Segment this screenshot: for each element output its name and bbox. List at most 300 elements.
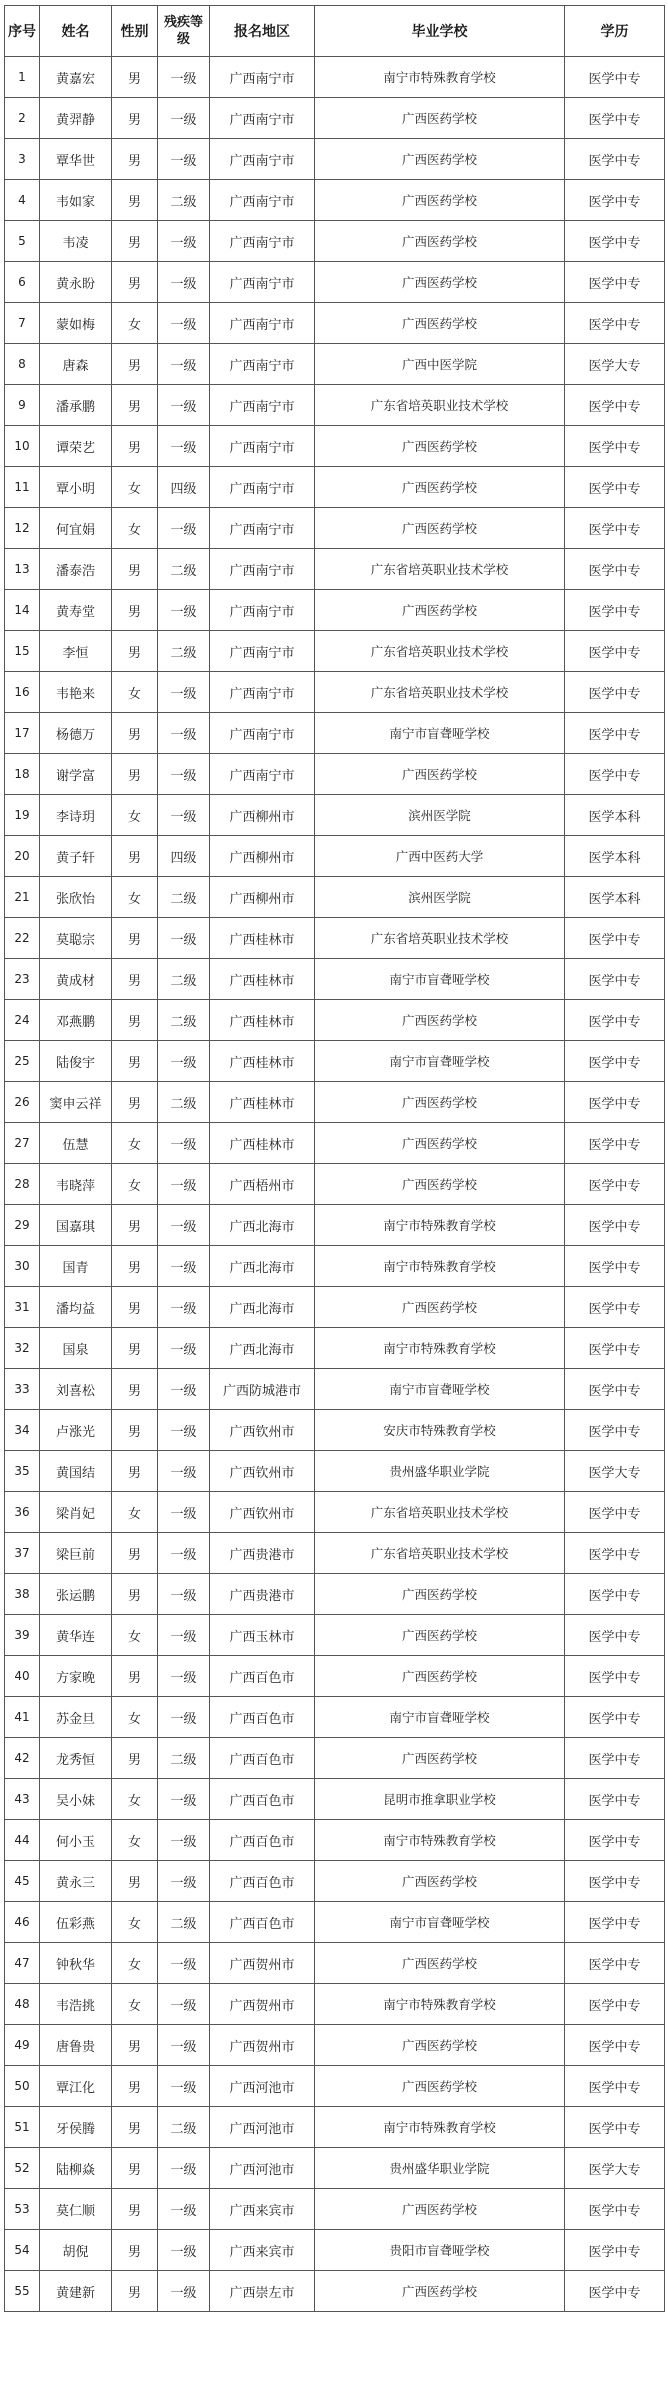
- cell-region: 广西南宁市: [210, 713, 315, 754]
- cell-name: 吴小妹: [40, 1779, 112, 1820]
- cell-gender: 女: [112, 1943, 158, 1984]
- cell-gender: 男: [112, 1246, 158, 1287]
- cell-region: 广西贺州市: [210, 1984, 315, 2025]
- table-row: [5, 262, 665, 303]
- cell-no: 22: [5, 918, 40, 959]
- cell-no: 19: [5, 795, 40, 836]
- cell-disability-level: 一级: [158, 672, 210, 713]
- cell-gender: 男: [112, 385, 158, 426]
- cell-gender: 男: [112, 754, 158, 795]
- cell-gender: 男: [112, 2025, 158, 2066]
- cell-education: 医学中专: [565, 1205, 665, 1246]
- cell-disability-level: 一级: [158, 344, 210, 385]
- cell-no: 40: [5, 1656, 40, 1697]
- table-row: [5, 2107, 665, 2148]
- table-row: [5, 1000, 665, 1041]
- table-row: [5, 590, 665, 631]
- cell-school: 广西医药学校: [315, 180, 565, 221]
- cell-disability-level: 一级: [158, 508, 210, 549]
- cell-disability-level: 一级: [158, 2189, 210, 2230]
- cell-education: 医学中专: [565, 631, 665, 672]
- table-row: [5, 1902, 665, 1943]
- cell-education: 医学本科: [565, 795, 665, 836]
- cell-gender: 男: [112, 426, 158, 467]
- cell-gender: 男: [112, 1574, 158, 1615]
- table-row: [5, 2148, 665, 2189]
- cell-school: 广东省培英职业技术学校: [315, 385, 565, 426]
- cell-school: 南宁市特殊教育学校: [315, 57, 565, 98]
- cell-gender: 女: [112, 795, 158, 836]
- cell-education: 医学中专: [565, 1615, 665, 1656]
- roster-container: [4, 5, 664, 2312]
- cell-school: 广西医药学校: [315, 426, 565, 467]
- cell-gender: 男: [112, 98, 158, 139]
- cell-school: 广西医药学校: [315, 139, 565, 180]
- cell-education: 医学中专: [565, 1656, 665, 1697]
- cell-gender: 男: [112, 344, 158, 385]
- cell-gender: 女: [112, 1123, 158, 1164]
- cell-school: 广西医药学校: [315, 508, 565, 549]
- cell-gender: 女: [112, 1820, 158, 1861]
- cell-disability-level: 一级: [158, 1041, 210, 1082]
- cell-gender: 男: [112, 2230, 158, 2271]
- cell-name: 蒙如梅: [40, 303, 112, 344]
- cell-region: 广西南宁市: [210, 344, 315, 385]
- cell-education: 医学大专: [565, 344, 665, 385]
- table-row: [5, 508, 665, 549]
- cell-school: 安庆市特殊教育学校: [315, 1410, 565, 1451]
- cell-region: 广西百色市: [210, 1656, 315, 1697]
- cell-no: 44: [5, 1820, 40, 1861]
- cell-education: 医学中专: [565, 262, 665, 303]
- cell-name: 陆俊宇: [40, 1041, 112, 1082]
- cell-name: 苏金旦: [40, 1697, 112, 1738]
- cell-disability-level: 一级: [158, 139, 210, 180]
- cell-gender: 女: [112, 508, 158, 549]
- table-row: [5, 1533, 665, 1574]
- cell-education: 医学中专: [565, 1943, 665, 1984]
- cell-gender: 女: [112, 877, 158, 918]
- cell-disability-level: 二级: [158, 631, 210, 672]
- cell-name: 唐森: [40, 344, 112, 385]
- cell-school: 广西医药学校: [315, 1082, 565, 1123]
- cell-education: 医学中专: [565, 57, 665, 98]
- cell-education: 医学中专: [565, 1123, 665, 1164]
- cell-region: 广西南宁市: [210, 631, 315, 672]
- cell-disability-level: 一级: [158, 918, 210, 959]
- cell-name: 梁巨前: [40, 1533, 112, 1574]
- cell-no: 1: [5, 57, 40, 98]
- cell-no: 20: [5, 836, 40, 877]
- cell-name: 谢学富: [40, 754, 112, 795]
- cell-education: 医学中专: [565, 467, 665, 508]
- table-row: [5, 631, 665, 672]
- cell-gender: 男: [112, 262, 158, 303]
- cell-gender: 女: [112, 1779, 158, 1820]
- cell-region: 广西河池市: [210, 2066, 315, 2107]
- cell-region: 广西崇左市: [210, 2271, 315, 2312]
- cell-education: 医学中专: [565, 1082, 665, 1123]
- cell-education: 医学中专: [565, 713, 665, 754]
- cell-school: 南宁市特殊教育学校: [315, 2107, 565, 2148]
- cell-no: 50: [5, 2066, 40, 2107]
- table-row: [5, 918, 665, 959]
- cell-disability-level: 一级: [158, 1246, 210, 1287]
- cell-education: 医学中专: [565, 303, 665, 344]
- cell-no: 47: [5, 1943, 40, 1984]
- table-row: [5, 1205, 665, 1246]
- cell-region: 广西钦州市: [210, 1451, 315, 1492]
- cell-gender: 男: [112, 1533, 158, 1574]
- cell-region: 广西钦州市: [210, 1410, 315, 1451]
- table-row: [5, 1082, 665, 1123]
- cell-no: 32: [5, 1328, 40, 1369]
- cell-name: 莫仁顺: [40, 2189, 112, 2230]
- cell-no: 35: [5, 1451, 40, 1492]
- cell-region: 广西北海市: [210, 1287, 315, 1328]
- cell-region: 广西南宁市: [210, 467, 315, 508]
- cell-school: 广西中医药大学: [315, 836, 565, 877]
- cell-region: 广西玉林市: [210, 1615, 315, 1656]
- cell-school: 南宁市盲聋哑学校: [315, 713, 565, 754]
- cell-no: 51: [5, 2107, 40, 2148]
- cell-no: 18: [5, 754, 40, 795]
- cell-school: 广西医药学校: [315, 262, 565, 303]
- cell-gender: 男: [112, 57, 158, 98]
- cell-education: 医学中专: [565, 385, 665, 426]
- cell-education: 医学中专: [565, 2189, 665, 2230]
- table-header: [5, 6, 665, 57]
- cell-disability-level: 一级: [158, 1328, 210, 1369]
- cell-disability-level: 一级: [158, 1123, 210, 1164]
- cell-education: 医学中专: [565, 2066, 665, 2107]
- cell-disability-level: 二级: [158, 877, 210, 918]
- cell-region: 广西贵港市: [210, 1574, 315, 1615]
- cell-region: 广西柳州市: [210, 795, 315, 836]
- cell-education: 医学中专: [565, 549, 665, 590]
- table-row: [5, 1123, 665, 1164]
- cell-region: 广西北海市: [210, 1205, 315, 1246]
- cell-region: 广西柳州市: [210, 877, 315, 918]
- cell-region: 广西南宁市: [210, 508, 315, 549]
- cell-education: 医学中专: [565, 1779, 665, 1820]
- cell-disability-level: 二级: [158, 549, 210, 590]
- cell-name: 韦晓萍: [40, 1164, 112, 1205]
- cell-disability-level: 四级: [158, 467, 210, 508]
- cell-region: 广西百色市: [210, 1779, 315, 1820]
- cell-school: 广西医药学校: [315, 1287, 565, 1328]
- cell-name: 黄子轩: [40, 836, 112, 877]
- table-row: [5, 2271, 665, 2312]
- table-row: [5, 1041, 665, 1082]
- cell-education: 医学本科: [565, 877, 665, 918]
- cell-region: 广西贺州市: [210, 2025, 315, 2066]
- cell-region: 广西钦州市: [210, 1492, 315, 1533]
- cell-disability-level: 一级: [158, 1779, 210, 1820]
- cell-no: 52: [5, 2148, 40, 2189]
- cell-name: 何宜娟: [40, 508, 112, 549]
- cell-disability-level: 一级: [158, 1820, 210, 1861]
- cell-school: 南宁市盲聋哑学校: [315, 1902, 565, 1943]
- table-row: [5, 1451, 665, 1492]
- cell-region: 广西柳州市: [210, 836, 315, 877]
- cell-school: 广西中医学院: [315, 344, 565, 385]
- cell-name: 国青: [40, 1246, 112, 1287]
- cell-school: 南宁市盲聋哑学校: [315, 1041, 565, 1082]
- cell-school: 广西医药学校: [315, 1861, 565, 1902]
- table-row: [5, 1984, 665, 2025]
- table-row: [5, 303, 665, 344]
- cell-education: 医学本科: [565, 836, 665, 877]
- cell-no: 13: [5, 549, 40, 590]
- cell-no: 5: [5, 221, 40, 262]
- cell-school: 南宁市特殊教育学校: [315, 1205, 565, 1246]
- cell-disability-level: 一级: [158, 1943, 210, 1984]
- cell-no: 3: [5, 139, 40, 180]
- cell-region: 广西百色市: [210, 1902, 315, 1943]
- header-education: 学历: [565, 6, 665, 57]
- table-row: [5, 1369, 665, 1410]
- cell-name: 黄永三: [40, 1861, 112, 1902]
- cell-no: 30: [5, 1246, 40, 1287]
- table-row: [5, 1861, 665, 1902]
- cell-education: 医学大专: [565, 1451, 665, 1492]
- cell-gender: 女: [112, 303, 158, 344]
- cell-education: 医学中专: [565, 1574, 665, 1615]
- cell-gender: 男: [112, 631, 158, 672]
- cell-region: 广西梧州市: [210, 1164, 315, 1205]
- cell-name: 黄永盼: [40, 262, 112, 303]
- cell-school: 广西医药学校: [315, 1123, 565, 1164]
- cell-region: 广西防城港市: [210, 1369, 315, 1410]
- cell-no: 45: [5, 1861, 40, 1902]
- cell-name: 邓燕鹏: [40, 1000, 112, 1041]
- table-row: [5, 2025, 665, 2066]
- cell-education: 医学中专: [565, 1492, 665, 1533]
- table-row: [5, 1697, 665, 1738]
- cell-gender: 男: [112, 2189, 158, 2230]
- cell-no: 21: [5, 877, 40, 918]
- cell-disability-level: 一级: [158, 1410, 210, 1451]
- cell-name: 黄寿堂: [40, 590, 112, 631]
- cell-name: 覃华世: [40, 139, 112, 180]
- cell-no: 23: [5, 959, 40, 1000]
- cell-region: 广西南宁市: [210, 262, 315, 303]
- cell-region: 广西南宁市: [210, 139, 315, 180]
- cell-school: 广东省培英职业技术学校: [315, 631, 565, 672]
- cell-gender: 男: [112, 1861, 158, 1902]
- cell-name: 伍慧: [40, 1123, 112, 1164]
- cell-region: 广西桂林市: [210, 1123, 315, 1164]
- cell-no: 26: [5, 1082, 40, 1123]
- cell-name: 梁肖妃: [40, 1492, 112, 1533]
- cell-name: 卢涨光: [40, 1410, 112, 1451]
- table-row: [5, 795, 665, 836]
- cell-gender: 女: [112, 467, 158, 508]
- cell-disability-level: 一级: [158, 385, 210, 426]
- cell-region: 广西百色市: [210, 1820, 315, 1861]
- cell-education: 医学中专: [565, 1861, 665, 1902]
- cell-no: 6: [5, 262, 40, 303]
- cell-disability-level: 一级: [158, 1369, 210, 1410]
- cell-school: 广西医药学校: [315, 1574, 565, 1615]
- cell-school: 贵州盛华职业学院: [315, 1451, 565, 1492]
- cell-education: 医学中专: [565, 426, 665, 467]
- cell-education: 医学中专: [565, 1697, 665, 1738]
- cell-region: 广西南宁市: [210, 754, 315, 795]
- cell-no: 14: [5, 590, 40, 631]
- table-row: [5, 549, 665, 590]
- cell-gender: 男: [112, 1041, 158, 1082]
- cell-education: 医学中专: [565, 1902, 665, 1943]
- cell-name: 龙秀恒: [40, 1738, 112, 1779]
- cell-school: 广东省培英职业技术学校: [315, 549, 565, 590]
- cell-gender: 男: [112, 918, 158, 959]
- cell-name: 胡倪: [40, 2230, 112, 2271]
- cell-education: 医学中专: [565, 1410, 665, 1451]
- cell-gender: 男: [112, 1287, 158, 1328]
- cell-name: 韦艳来: [40, 672, 112, 713]
- header-no: 序号: [5, 6, 40, 57]
- cell-disability-level: 一级: [158, 57, 210, 98]
- cell-region: 广西河池市: [210, 2148, 315, 2189]
- table-row: [5, 180, 665, 221]
- cell-gender: 男: [112, 1082, 158, 1123]
- cell-gender: 男: [112, 1328, 158, 1369]
- cell-gender: 男: [112, 836, 158, 877]
- cell-school: 广东省培英职业技术学校: [315, 1492, 565, 1533]
- cell-education: 医学中专: [565, 672, 665, 713]
- cell-name: 黄成材: [40, 959, 112, 1000]
- cell-no: 33: [5, 1369, 40, 1410]
- cell-education: 医学中专: [565, 1984, 665, 2025]
- cell-disability-level: 一级: [158, 1451, 210, 1492]
- cell-name: 韦凌: [40, 221, 112, 262]
- cell-no: 15: [5, 631, 40, 672]
- table-row: [5, 2066, 665, 2107]
- cell-no: 2: [5, 98, 40, 139]
- cell-disability-level: 一级: [158, 1861, 210, 1902]
- cell-name: 何小玉: [40, 1820, 112, 1861]
- cell-region: 广西百色市: [210, 1697, 315, 1738]
- cell-no: 4: [5, 180, 40, 221]
- cell-disability-level: 一级: [158, 1533, 210, 1574]
- cell-no: 49: [5, 2025, 40, 2066]
- cell-school: 广西医药学校: [315, 2271, 565, 2312]
- cell-name: 韦如家: [40, 180, 112, 221]
- cell-region: 广西桂林市: [210, 959, 315, 1000]
- cell-gender: 男: [112, 1205, 158, 1246]
- cell-disability-level: 一级: [158, 754, 210, 795]
- cell-education: 医学中专: [565, 754, 665, 795]
- cell-disability-level: 一级: [158, 303, 210, 344]
- cell-school: 广东省培英职业技术学校: [315, 918, 565, 959]
- cell-no: 39: [5, 1615, 40, 1656]
- cell-no: 38: [5, 1574, 40, 1615]
- cell-gender: 男: [112, 1410, 158, 1451]
- table-row: [5, 1656, 665, 1697]
- cell-name: 潘均益: [40, 1287, 112, 1328]
- cell-name: 唐鲁贵: [40, 2025, 112, 2066]
- cell-school: 广西医药学校: [315, 98, 565, 139]
- cell-no: 9: [5, 385, 40, 426]
- header-name: 姓名: [40, 6, 112, 57]
- cell-disability-level: 一级: [158, 1984, 210, 2025]
- cell-disability-level: 一级: [158, 590, 210, 631]
- cell-school: 广西医药学校: [315, 590, 565, 631]
- table-row: [5, 1574, 665, 1615]
- header-row: [5, 6, 665, 57]
- cell-school: 滨州医学院: [315, 795, 565, 836]
- cell-disability-level: 一级: [158, 713, 210, 754]
- table-row: [5, 221, 665, 262]
- cell-school: 广西医药学校: [315, 221, 565, 262]
- cell-disability-level: 四级: [158, 836, 210, 877]
- cell-region: 广西来宾市: [210, 2189, 315, 2230]
- table-row: [5, 1820, 665, 1861]
- cell-school: 广东省培英职业技术学校: [315, 1533, 565, 1574]
- cell-name: 李恒: [40, 631, 112, 672]
- cell-name: 莫聪宗: [40, 918, 112, 959]
- cell-region: 广西南宁市: [210, 672, 315, 713]
- cell-school: 昆明市推拿职业学校: [315, 1779, 565, 1820]
- cell-education: 医学大专: [565, 2148, 665, 2189]
- table-body: [5, 57, 665, 2312]
- cell-school: 广西医药学校: [315, 2025, 565, 2066]
- cell-gender: 男: [112, 959, 158, 1000]
- cell-name: 钟秋华: [40, 1943, 112, 1984]
- cell-gender: 男: [112, 139, 158, 180]
- cell-school: 广西医药学校: [315, 2066, 565, 2107]
- cell-education: 医学中专: [565, 1246, 665, 1287]
- cell-name: 陆柳焱: [40, 2148, 112, 2189]
- cell-school: 广西医药学校: [315, 2189, 565, 2230]
- cell-region: 广西贵港市: [210, 1533, 315, 1574]
- cell-disability-level: 一级: [158, 221, 210, 262]
- table-row: [5, 57, 665, 98]
- cell-disability-level: 一级: [158, 2148, 210, 2189]
- cell-disability-level: 一级: [158, 2025, 210, 2066]
- cell-disability-level: 一级: [158, 2066, 210, 2107]
- cell-disability-level: 二级: [158, 1082, 210, 1123]
- cell-education: 医学中专: [565, 1164, 665, 1205]
- cell-region: 广西北海市: [210, 1328, 315, 1369]
- cell-no: 10: [5, 426, 40, 467]
- table-row: [5, 836, 665, 877]
- cell-name: 伍彩燕: [40, 1902, 112, 1943]
- cell-education: 医学中专: [565, 1738, 665, 1779]
- cell-education: 医学中专: [565, 1000, 665, 1041]
- cell-education: 医学中专: [565, 1287, 665, 1328]
- cell-education: 医学中专: [565, 180, 665, 221]
- roster-table: [4, 5, 665, 2312]
- cell-school: 南宁市特殊教育学校: [315, 1820, 565, 1861]
- cell-gender: 男: [112, 2066, 158, 2107]
- table-row: [5, 467, 665, 508]
- cell-disability-level: 一级: [158, 1164, 210, 1205]
- cell-school: 广西医药学校: [315, 1738, 565, 1779]
- cell-disability-level: 二级: [158, 959, 210, 1000]
- cell-disability-level: 二级: [158, 1738, 210, 1779]
- cell-gender: 男: [112, 1738, 158, 1779]
- cell-school: 南宁市特殊教育学校: [315, 1984, 565, 2025]
- cell-school: 南宁市盲聋哑学校: [315, 1697, 565, 1738]
- table-row: [5, 877, 665, 918]
- cell-school: 广西医药学校: [315, 1000, 565, 1041]
- cell-no: 46: [5, 1902, 40, 1943]
- cell-no: 42: [5, 1738, 40, 1779]
- cell-region: 广西南宁市: [210, 221, 315, 262]
